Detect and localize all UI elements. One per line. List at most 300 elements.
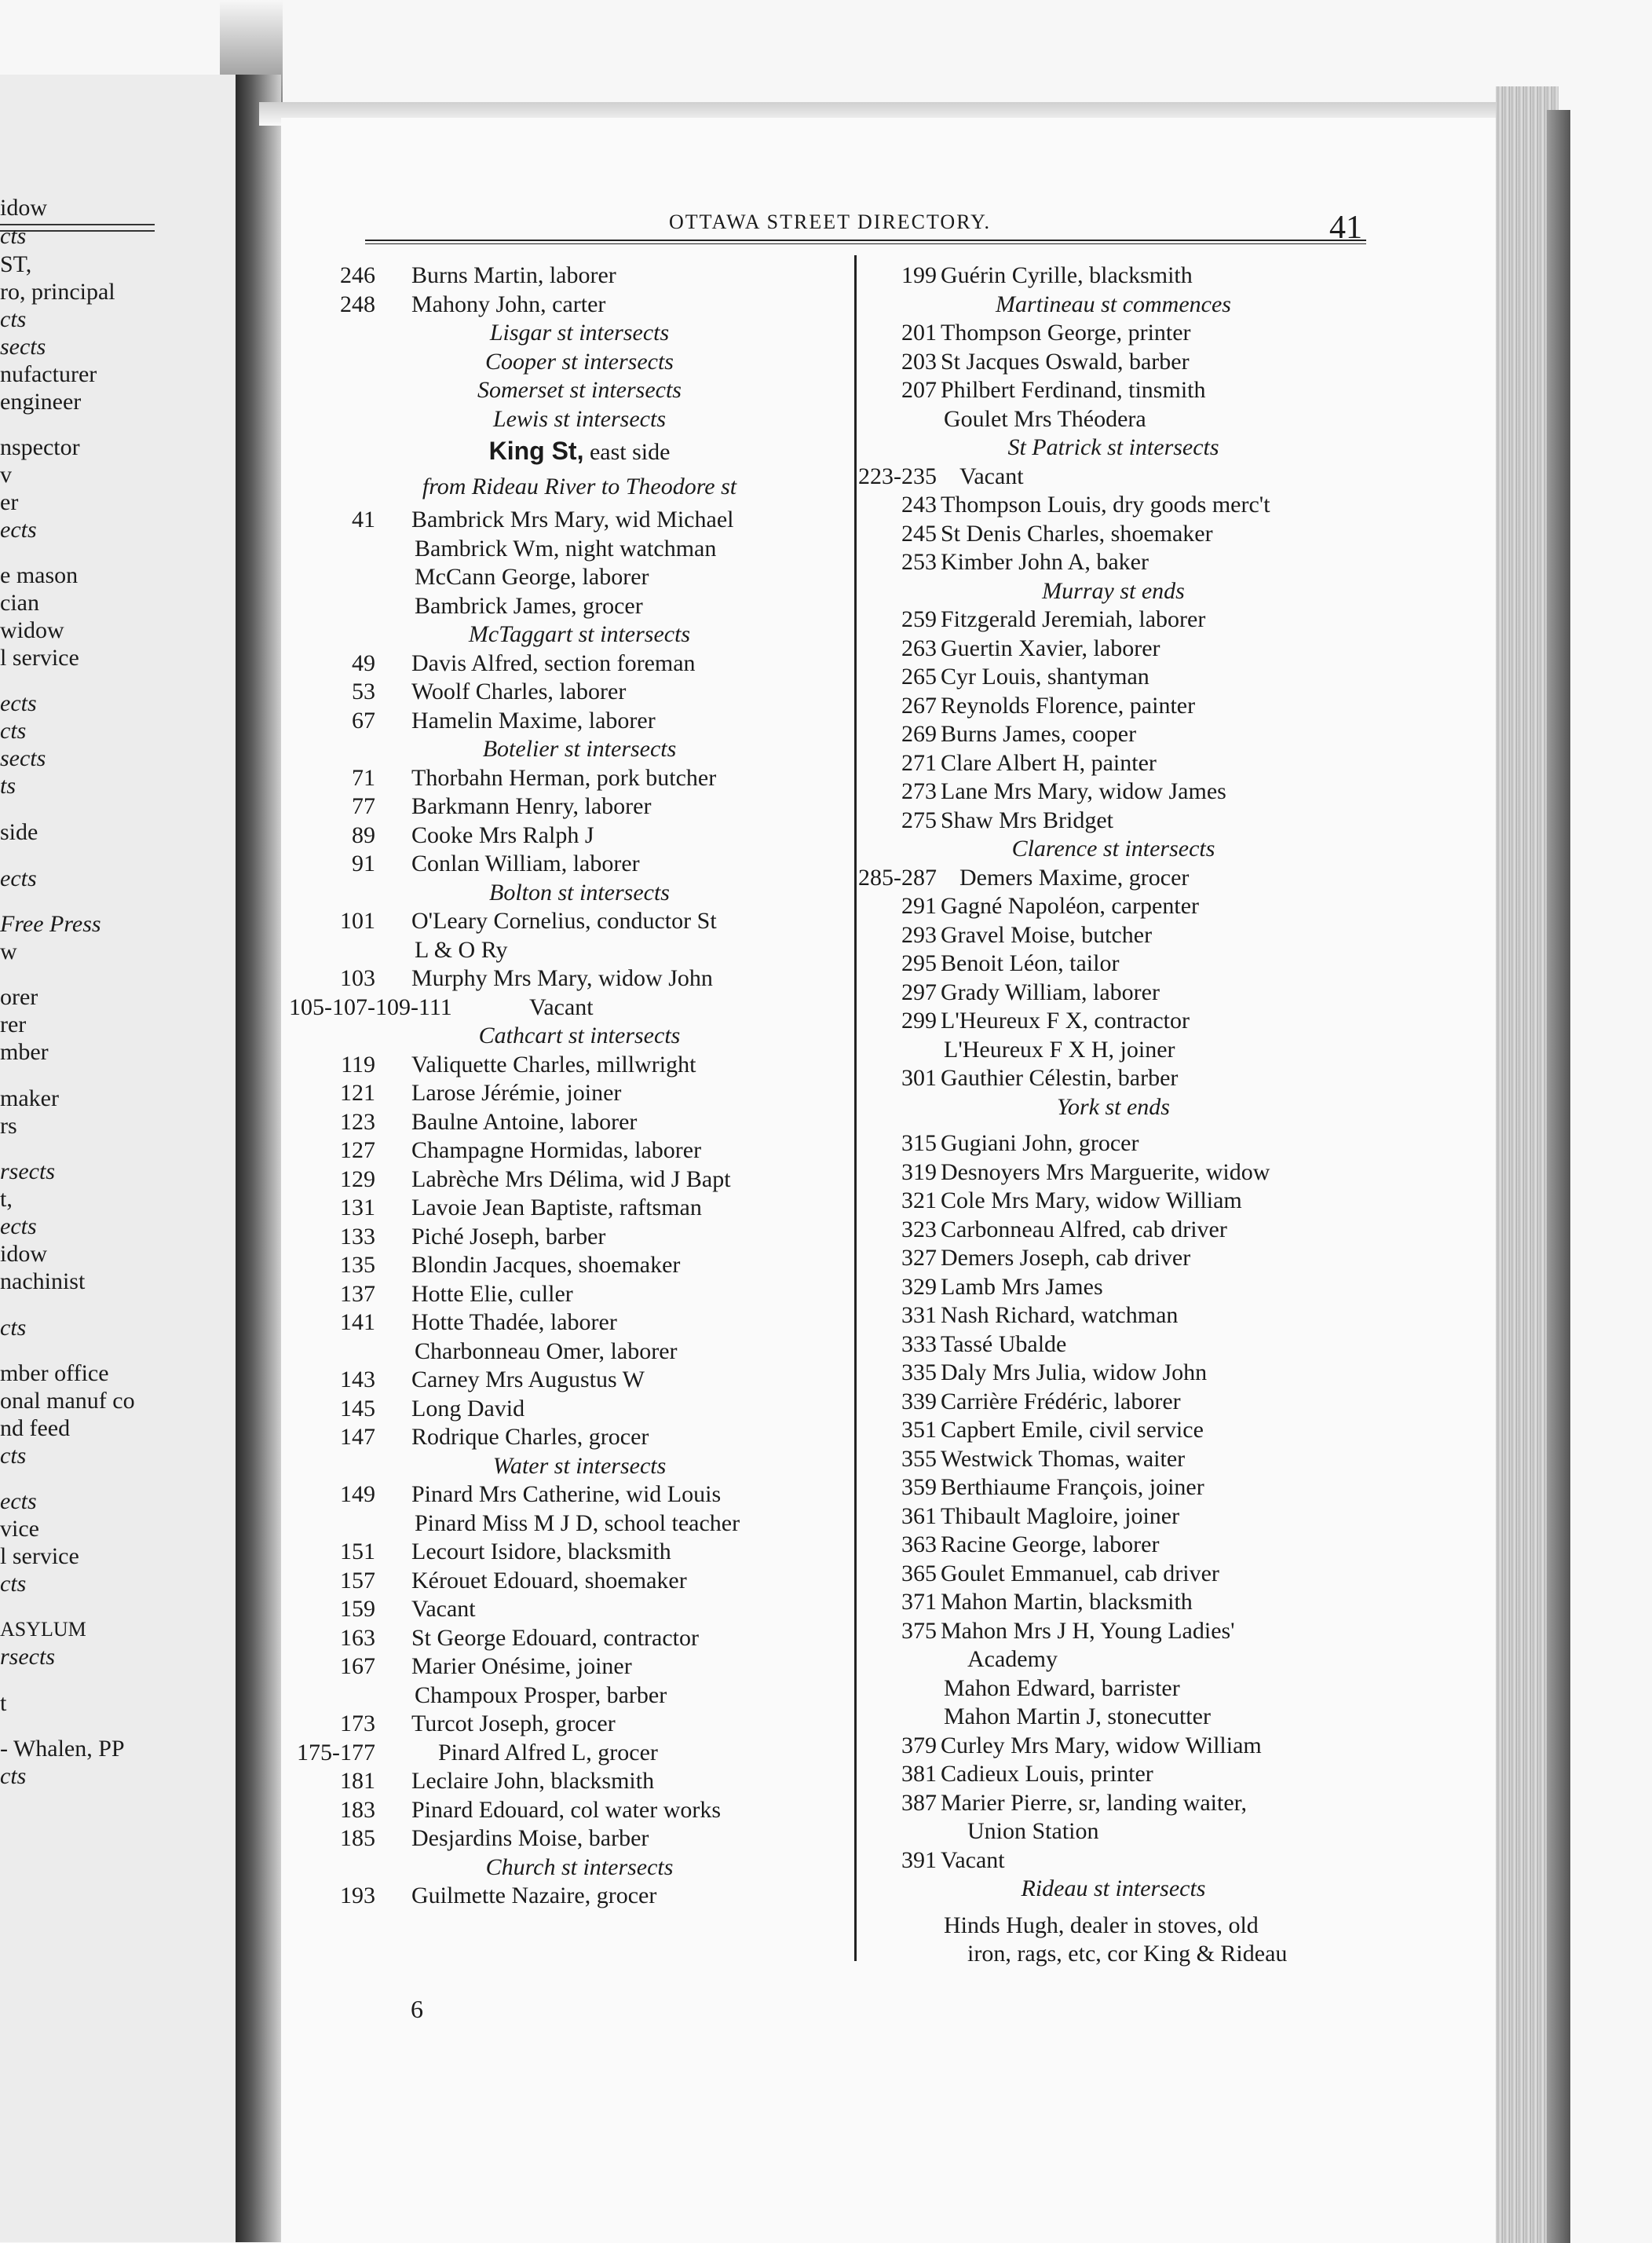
- resident-text: Westwick Thomas, waiter: [941, 1445, 1186, 1472]
- facing-page-fragment: ects: [0, 1488, 37, 1514]
- house-number: 119: [341, 1051, 375, 1078]
- directory-entry: [862, 606, 1365, 635]
- resident-text: Charbonneau Omer, laborer: [415, 1337, 678, 1364]
- resident-text: Shaw Mrs Bridget: [941, 807, 1113, 833]
- resident-text: Thorbahn Herman, pork butcher: [411, 764, 717, 791]
- facing-page-fragment: rs: [0, 1113, 17, 1139]
- resident-text: Gauthier Célestin, barber: [941, 1065, 1179, 1091]
- house-number: 193: [340, 1883, 375, 1908]
- directory-entry: [289, 993, 823, 1023]
- directory-entry-continuation: [320, 535, 823, 564]
- intersection-note: Cathcart st intersects: [478, 1023, 681, 1048]
- house-number: 355: [901, 1445, 937, 1472]
- intersection-note: Cooper st intersects: [485, 348, 674, 375]
- resident-text: Rodrique Charles, grocer: [411, 1424, 649, 1450]
- resident-text: Goulet Emmanuel, cab driver: [941, 1560, 1219, 1586]
- house-number: 271: [901, 749, 937, 776]
- directory-entry: [862, 778, 1365, 807]
- directory-entry: [862, 548, 1365, 577]
- facing-page-fragment: widow: [0, 617, 64, 643]
- directory-entry: [320, 1079, 823, 1108]
- house-number: 285-287: [858, 864, 937, 891]
- directory-entry: [320, 1595, 823, 1624]
- resident-text: Curley Mrs Mary, widow William: [941, 1732, 1262, 1758]
- intersection-note: Murray st ends: [1042, 577, 1185, 604]
- directory-entry: [320, 764, 823, 793]
- resident-text: Vacant: [941, 1846, 1005, 1873]
- directory-entry: [862, 635, 1365, 664]
- resident-text: Piché Joseph, barber: [411, 1223, 606, 1250]
- resident-text: Barkmann Henry, laborer: [411, 793, 652, 819]
- facing-page-fragment: cts: [0, 306, 27, 332]
- resident-text: Vacant: [959, 463, 1024, 489]
- resident-text: L'Heureux F X H, joiner: [944, 1036, 1175, 1063]
- spacer: [862, 1904, 1365, 1912]
- directory-entry: [862, 1846, 1365, 1875]
- directory-entry: [862, 491, 1365, 520]
- facing-page-fragment: sects: [0, 334, 46, 360]
- house-number: 173: [340, 1711, 375, 1736]
- house-number: 89: [352, 821, 375, 848]
- directory-entry: [862, 1789, 1365, 1818]
- directory-entry: [320, 707, 823, 736]
- resident-text: L'Heureux F X, contractor: [941, 1008, 1190, 1034]
- resident-text: St Jacques Oswald, barber: [941, 348, 1190, 375]
- directory-entry-continuation: [862, 1703, 1365, 1732]
- facing-page-fragment: ects: [0, 865, 37, 891]
- directory-entry: [320, 1108, 823, 1137]
- facing-page-fragment: t: [0, 1690, 7, 1716]
- house-number: 167: [340, 1653, 375, 1679]
- directory-entry-continuation: [862, 1036, 1365, 1065]
- resident-text: Goulet Mrs Théodera: [944, 405, 1146, 432]
- directory-entry: [862, 1760, 1365, 1789]
- resident-text: Gagné Napoléon, carpenter: [941, 893, 1200, 919]
- resident-text: Pinard Mrs Catherine, wid Louis: [411, 1481, 722, 1507]
- resident-text: Mahon Martin, blacksmith: [941, 1589, 1193, 1615]
- directory-entry: [862, 319, 1365, 348]
- book-spine-shadow: [236, 75, 281, 2242]
- resident-text: Bambrick James, grocer: [415, 592, 643, 619]
- directory-entry: [862, 950, 1365, 979]
- facing-page-fragment: w: [0, 939, 17, 964]
- directory-entry: [862, 979, 1365, 1008]
- intersection-note: Martineau st commences: [996, 291, 1231, 317]
- house-number: 333: [901, 1330, 937, 1357]
- facing-page-fragment: ASYLUM: [0, 1618, 86, 1641]
- facing-page-fragment: - Whalen, PP: [0, 1736, 125, 1762]
- house-number: 295: [901, 950, 937, 976]
- directory-entry: [862, 1732, 1365, 1761]
- directory-entry: [320, 291, 823, 320]
- facing-page-fragment: Free Press: [0, 911, 101, 937]
- facing-page-fragment: er: [0, 489, 19, 515]
- street-heading: [320, 434, 839, 470]
- facing-page-fragment: cts: [0, 1571, 27, 1597]
- page-number: 41: [1329, 210, 1362, 246]
- directory-entry: [320, 1136, 823, 1165]
- directory-entry: [320, 1308, 823, 1337]
- resident-text: Clare Albert H, painter: [941, 749, 1157, 776]
- directory-entry: [862, 1473, 1365, 1502]
- resident-text: Grady William, laborer: [941, 979, 1160, 1005]
- directory-entry: [862, 807, 1365, 836]
- resident-text: Lamb Mrs James: [941, 1273, 1103, 1300]
- house-number: 323: [901, 1216, 937, 1242]
- house-number: 273: [901, 778, 937, 804]
- directory-entry: [862, 376, 1365, 405]
- intersection-note: Rideau st intersects: [1021, 1875, 1206, 1901]
- directory-entry: [320, 1194, 823, 1223]
- facing-page-fragment: nspector: [0, 434, 80, 460]
- house-number: 315: [901, 1130, 937, 1156]
- directory-entry: [320, 1366, 823, 1395]
- resident-text: Woolf Charles, laborer: [411, 679, 627, 704]
- house-number: 265: [901, 664, 937, 690]
- header-rule: [365, 240, 1366, 244]
- house-number: 133: [340, 1223, 375, 1250]
- directory-entry: [862, 1244, 1365, 1273]
- house-number: 201: [901, 320, 937, 346]
- resident-text: Guilmette Nazaire, grocer: [411, 1883, 657, 1908]
- house-number: 269: [901, 721, 937, 747]
- house-number: 203: [901, 348, 937, 375]
- facing-page-fragment: ST,: [0, 251, 32, 277]
- resident-text: Thompson Louis, dry goods merc't: [941, 492, 1270, 518]
- directory-entry: [862, 1007, 1365, 1036]
- resident-text: Guérin Cyrille, blacksmith: [941, 262, 1193, 288]
- directory-entry: [320, 1567, 823, 1596]
- directory-entry: [320, 821, 823, 851]
- house-number: 137: [340, 1280, 375, 1307]
- facing-page-fragment: ects: [0, 1213, 37, 1239]
- resident-text: Conlan William, laborer: [411, 851, 640, 876]
- house-number: 245: [901, 520, 937, 547]
- directory-entry: [320, 506, 823, 535]
- directory-entry-continuation: [320, 1509, 823, 1539]
- resident-text: Carrière Frédéric, laborer: [941, 1388, 1181, 1414]
- house-number: 149: [340, 1481, 375, 1507]
- directory-entry: [320, 1882, 823, 1911]
- resident-text: McCann George, laborer: [415, 564, 649, 590]
- house-number: 141: [340, 1309, 375, 1335]
- resident-text: iron, rags, etc, cor King & Rideau: [967, 1941, 1288, 1967]
- house-number: 371: [901, 1589, 937, 1615]
- facing-page-fragment: onal manuf co: [0, 1388, 135, 1414]
- directory-entry: [320, 1223, 823, 1252]
- directory-entry: [320, 1824, 823, 1853]
- house-number: 123: [340, 1108, 375, 1135]
- resident-text: Vacant: [411, 1596, 476, 1622]
- directory-entry-continuation: [320, 936, 823, 965]
- facing-page-fragment: sects: [0, 745, 46, 771]
- directory-entry: [862, 1502, 1365, 1531]
- resident-text: Hotte Thadée, laborer: [411, 1309, 617, 1335]
- house-number: 127: [340, 1137, 375, 1163]
- directory-entry: [862, 1216, 1365, 1245]
- directory-entry: [320, 850, 823, 879]
- directory-entry: [320, 1480, 823, 1509]
- facing-page-fragment: idow: [0, 195, 47, 221]
- directory-entry: [320, 1051, 823, 1080]
- resident-text: Mahon Martin J, stonecutter: [944, 1703, 1211, 1729]
- directory-entry-continuation: [862, 405, 1365, 434]
- directory-entry: [862, 1416, 1365, 1445]
- facing-page-fragment: ts: [0, 773, 16, 799]
- resident-text: Labrèche Mrs Délima, wid J Bapt: [411, 1165, 731, 1192]
- house-number: 207: [901, 377, 937, 403]
- house-number: 391: [901, 1846, 937, 1873]
- house-number: 359: [901, 1474, 937, 1500]
- house-number: 301: [901, 1065, 937, 1091]
- directory-entry: [862, 520, 1365, 549]
- directory-entry-continuation: [320, 1337, 823, 1367]
- intersection-note: York st ends: [1057, 1093, 1170, 1120]
- house-number: 175-177: [297, 1739, 375, 1765]
- resident-text: Pinard Edouard, col water works: [411, 1796, 722, 1823]
- directory-entry: [862, 720, 1365, 749]
- directory-entry: [320, 1165, 823, 1195]
- intersection-note: McTaggart st intersects: [468, 621, 691, 647]
- resident-text: Berthiaume François, joiner: [941, 1474, 1204, 1500]
- facing-page-fragment: vice: [0, 1516, 39, 1542]
- facing-page-fragment: nd feed: [0, 1415, 71, 1441]
- directory-entry: [320, 1624, 823, 1653]
- house-number: 223-235: [858, 463, 937, 489]
- house-number: 275: [901, 807, 937, 833]
- facing-page-fragment: l service: [0, 645, 79, 671]
- resident-text: Marier Onésime, joiner: [411, 1653, 632, 1679]
- intersection-note: Clarence st intersects: [1011, 836, 1215, 862]
- resident-text: Philbert Ferdinand, tinsmith: [941, 377, 1206, 403]
- resident-text: St Denis Charles, shoemaker: [941, 520, 1213, 547]
- resident-text: Thompson George, printer: [941, 320, 1191, 346]
- directory-entry: [862, 348, 1365, 377]
- directory-entry: [862, 1531, 1365, 1560]
- facing-page-fragment: orer: [0, 984, 38, 1010]
- facing-page-fragment: t,: [0, 1186, 13, 1212]
- resident-text: Champoux Prosper, barber: [415, 1681, 667, 1708]
- house-number: 246: [340, 262, 375, 288]
- resident-text: Mahon Mrs J H, Young Ladies': [941, 1617, 1235, 1644]
- house-number: 143: [340, 1367, 375, 1392]
- house-number: 267: [901, 692, 937, 719]
- facing-page: [0, 75, 236, 2242]
- house-number: 135: [340, 1252, 375, 1278]
- directory-entry-continuation: [862, 1674, 1365, 1703]
- house-number: 91: [352, 851, 375, 876]
- resident-text: Long David: [411, 1395, 525, 1422]
- house-number: 363: [901, 1531, 937, 1557]
- house-number: 329: [901, 1273, 937, 1300]
- house-number: 299: [901, 1008, 937, 1034]
- facing-page-fragment: ects: [0, 690, 37, 716]
- right-column: [858, 262, 1365, 1969]
- resident-text: Desnoyers Mrs Marguerite, widow: [941, 1158, 1270, 1185]
- facing-page-fragment: rsects: [0, 1158, 55, 1184]
- house-number: 183: [340, 1796, 375, 1823]
- facing-page-fragment: mber office: [0, 1360, 109, 1386]
- resident-text: Mahony John, carter: [411, 291, 606, 317]
- house-number: 67: [352, 707, 375, 734]
- facing-page-fragment: rer: [0, 1012, 27, 1037]
- directory-entry: [862, 1588, 1365, 1617]
- directory-entry-continuation: [320, 563, 823, 592]
- resident-text: Valiquette Charles, millwright: [411, 1051, 696, 1078]
- house-number: 105-107-109-111: [289, 993, 452, 1020]
- directory-entry-continuation: [862, 1912, 1365, 1941]
- facing-page-fragment: e mason: [0, 562, 79, 588]
- signature-mark: 6: [411, 1995, 423, 2023]
- house-number: 339: [901, 1388, 937, 1414]
- resident-text: Marier Pierre, sr, landing waiter,: [941, 1789, 1247, 1816]
- resident-text: Nash Richard, watchman: [941, 1302, 1179, 1328]
- house-number: 41: [352, 507, 375, 532]
- house-number: 351: [901, 1417, 937, 1443]
- directory-entry: [862, 1129, 1365, 1158]
- intersection-note: St Patrick st intersects: [1007, 434, 1219, 460]
- house-number: 361: [901, 1502, 937, 1529]
- street-side: east side: [583, 439, 671, 465]
- resident-text: Larose Jérémie, joiner: [411, 1080, 622, 1106]
- house-number: 101: [340, 908, 375, 934]
- resident-text: Burns James, cooper: [941, 721, 1137, 747]
- house-number: 147: [340, 1424, 375, 1450]
- resident-text: Pinard Alfred L, grocer: [438, 1739, 658, 1765]
- directory-entry: [858, 864, 1365, 893]
- resident-text: Turcot Joseph, grocer: [411, 1711, 616, 1736]
- directory-entry: [320, 1538, 823, 1567]
- directory-entry: [320, 1423, 823, 1452]
- house-number: 335: [901, 1359, 937, 1385]
- resident-text: Guertin Xavier, laborer: [941, 635, 1160, 661]
- intersection-note: Botelier st intersects: [482, 736, 677, 762]
- page-edges-shadow: [1547, 110, 1570, 2243]
- directory-entry-continuation: [320, 1681, 823, 1711]
- house-number: 381: [901, 1761, 937, 1787]
- directory-entry: [862, 1388, 1365, 1417]
- directory-entry: [862, 1064, 1365, 1093]
- facing-page-fragment: engineer: [0, 389, 82, 415]
- resident-text: Cyr Louis, shantyman: [941, 664, 1149, 690]
- directory-entry: [320, 964, 823, 993]
- facing-page-fragment: cts: [0, 718, 27, 744]
- house-number: 157: [340, 1567, 375, 1594]
- resident-text: Mahon Edward, barrister: [944, 1674, 1180, 1701]
- house-number: 259: [901, 606, 937, 632]
- intersection-note: Bolton st intersects: [489, 879, 670, 906]
- resident-text: O'Leary Cornelius, conductor St: [411, 908, 717, 934]
- directory-entry: [320, 649, 823, 679]
- house-number: 365: [901, 1560, 937, 1586]
- resident-text: St George Edouard, contractor: [411, 1624, 699, 1651]
- directory-entry: [320, 1796, 823, 1825]
- house-number: 248: [340, 291, 375, 317]
- house-number: 181: [340, 1768, 375, 1794]
- house-number: 319: [901, 1158, 937, 1185]
- house-number: 291: [901, 893, 937, 919]
- intersection-note: Lisgar st intersects: [489, 320, 670, 346]
- resident-text: Demers Joseph, cab driver: [941, 1245, 1191, 1271]
- facing-page-fragment: v: [0, 462, 12, 488]
- house-number: 163: [340, 1624, 375, 1651]
- house-number: 145: [340, 1395, 375, 1422]
- resident-text: Cooke Mrs Ralph J: [411, 821, 594, 848]
- house-number: 151: [340, 1539, 375, 1564]
- directory-entry-continuation: [862, 1817, 1365, 1846]
- house-number: 53: [352, 679, 375, 704]
- street-range: from Rideau River to Theodore st: [422, 474, 737, 499]
- resident-text: Lavoie Jean Baptiste, raftsman: [411, 1195, 702, 1220]
- resident-text: Demers Maxime, grocer: [959, 864, 1190, 891]
- resident-text: Lecourt Isidore, blacksmith: [411, 1539, 671, 1564]
- resident-text: Carney Mrs Augustus W: [411, 1367, 645, 1392]
- directory-entry: [297, 1739, 823, 1768]
- resident-text: Leclaire John, blacksmith: [411, 1768, 655, 1794]
- resident-text: Union Station: [967, 1818, 1099, 1844]
- directory-entry: [862, 692, 1365, 721]
- directory-entry: [862, 1187, 1365, 1216]
- resident-text: Hinds Hugh, dealer in stoves, old: [944, 1912, 1259, 1938]
- intersection-note: Water st intersects: [492, 1452, 667, 1479]
- facing-page-fragment: rsects: [0, 1644, 55, 1670]
- facing-page-fragment: cts: [0, 1763, 27, 1789]
- resident-text: Reynolds Florence, painter: [941, 692, 1196, 719]
- resident-text: Gravel Moise, butcher: [941, 921, 1153, 948]
- resident-text: Academy: [967, 1646, 1058, 1672]
- directory-entry: [862, 1301, 1365, 1330]
- directory-entry-continuation: [320, 592, 823, 621]
- resident-text: Fitzgerald Jeremiah, laborer: [941, 606, 1206, 632]
- house-number: 71: [352, 764, 375, 791]
- resident-text: L & O Ry: [415, 936, 508, 963]
- spacer: [862, 1122, 1365, 1129]
- directory-entry: [862, 892, 1365, 921]
- house-number: 159: [340, 1596, 375, 1622]
- house-number: 243: [901, 492, 937, 518]
- facing-page-fragment: cts: [0, 1443, 27, 1469]
- directory-entry-continuation: [862, 1645, 1365, 1674]
- resident-text: Bambrick Mrs Mary, wid Michael: [411, 507, 734, 532]
- resident-text: Vacant: [529, 993, 594, 1020]
- facing-page-fragment: cts: [0, 1315, 27, 1341]
- facing-page-fragment: cian: [0, 590, 39, 616]
- directory-entry: [862, 749, 1365, 778]
- house-number: 263: [901, 635, 937, 661]
- resident-text: Thibault Magloire, joiner: [941, 1502, 1180, 1529]
- directory-entry: [320, 678, 823, 707]
- facing-page-fragment: maker: [0, 1085, 59, 1111]
- resident-text: Davis Alfred, section foreman: [411, 649, 696, 676]
- resident-text: Baulne Antoine, laborer: [411, 1108, 638, 1135]
- directory-entry: [320, 792, 823, 821]
- resident-text: Racine George, laborer: [941, 1531, 1160, 1557]
- facing-page-fragment: ro, principal: [0, 279, 115, 305]
- house-number: 185: [340, 1825, 375, 1851]
- directory-entry: [320, 1395, 823, 1424]
- column-divider: [854, 255, 857, 1961]
- resident-text: Hamelin Maxime, laborer: [411, 707, 656, 734]
- directory-entry: [862, 1273, 1365, 1302]
- directory-entry: [862, 1617, 1365, 1646]
- facing-page-fragment: l service: [0, 1543, 79, 1569]
- house-number: 387: [901, 1789, 937, 1816]
- house-number: 129: [340, 1165, 375, 1192]
- running-head-title: OTTAWA STREET DIRECTORY.: [669, 210, 992, 233]
- resident-text: Champagne Hormidas, laborer: [411, 1137, 702, 1163]
- street-name: King St,: [488, 437, 584, 465]
- house-number: 327: [901, 1245, 937, 1271]
